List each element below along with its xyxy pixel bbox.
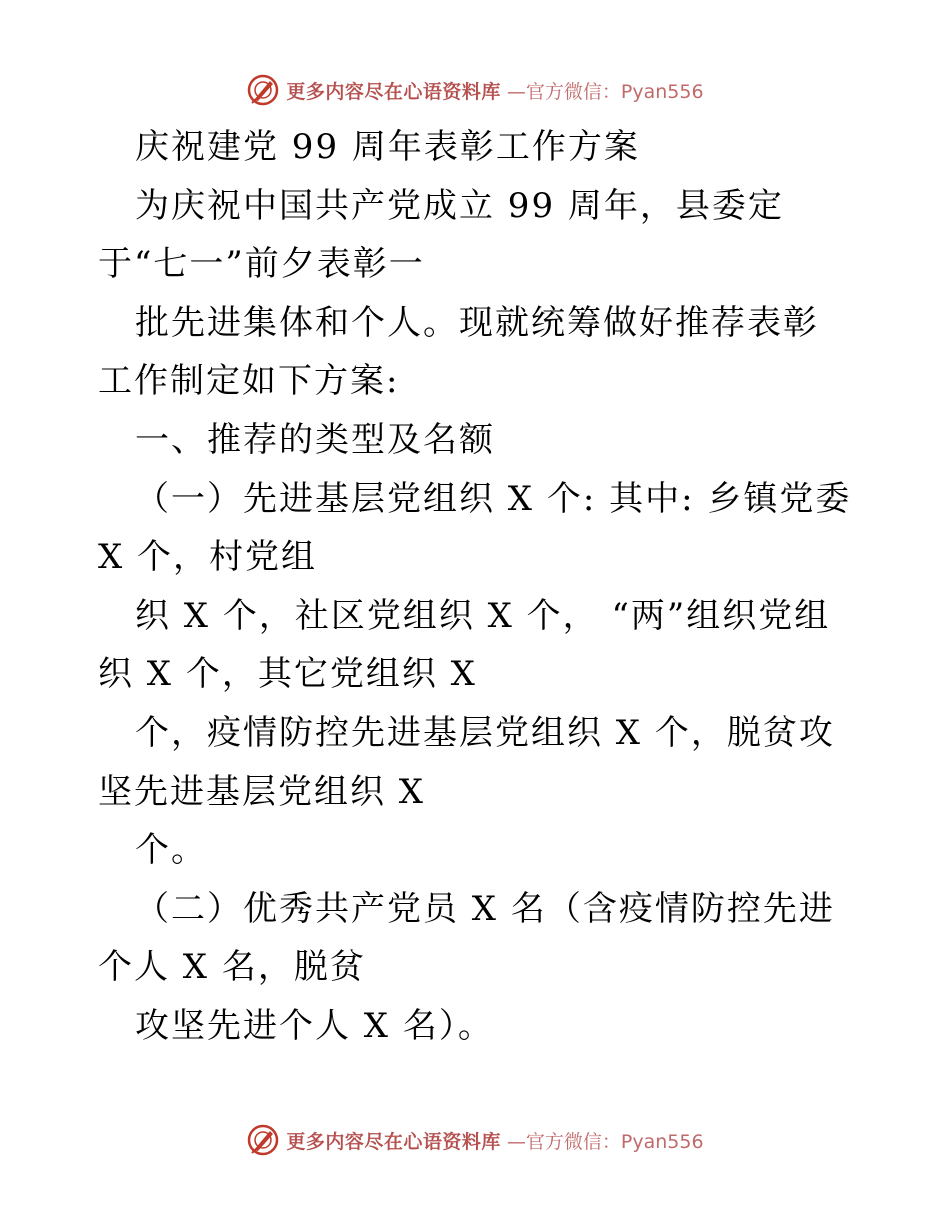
watermark-wechat: —官方微信：Pyan556 — [506, 80, 704, 103]
section-heading: 一、推荐的类型及名额 — [135, 419, 495, 460]
doc-paragraph: （一）先进基层党组织 X 个: 其中: 乡镇党委 X 个，村党组 — [98, 478, 852, 578]
doc-paragraph: （二）优秀共产党员 X 名（含疫情防控先进个人 X 名，脱贫 — [98, 888, 835, 988]
quill-logo-icon — [246, 73, 280, 107]
doc-paragraph: 个。 — [135, 830, 207, 871]
watermark-text: 更多内容尽在心语资料库 — [286, 80, 501, 103]
document-body — [98, 118, 853, 1056]
doc-paragraph: 批先进集体和个人。现就统筹做好推荐表彰工作制定如下方案: — [98, 302, 819, 402]
doc-paragraph: 织 X 个，社区党组织 X 个， “两”组织党组织 X 个，其它党组织 X — [98, 595, 831, 695]
doc-paragraph: 为庆祝中国共产党成立 99 周年，县委定于“七一”前夕表彰一 — [98, 185, 784, 285]
doc-paragraph: 攻坚先进个人 X 名）。 — [135, 1005, 494, 1046]
watermark-text: 更多内容尽在心语资料库 — [286, 1130, 501, 1153]
doc-paragraph: 个，疫情防控先进基层党组织 X 个，脱贫攻坚先进基层党组织 X — [98, 712, 835, 812]
footer-watermark — [0, 1120, 950, 1160]
header-watermark — [0, 70, 950, 110]
quill-logo-icon — [246, 1123, 280, 1157]
doc-title: 庆祝建党 99 周年表彰工作方案 — [135, 127, 640, 167]
watermark-wechat: —官方微信：Pyan556 — [506, 1130, 704, 1153]
